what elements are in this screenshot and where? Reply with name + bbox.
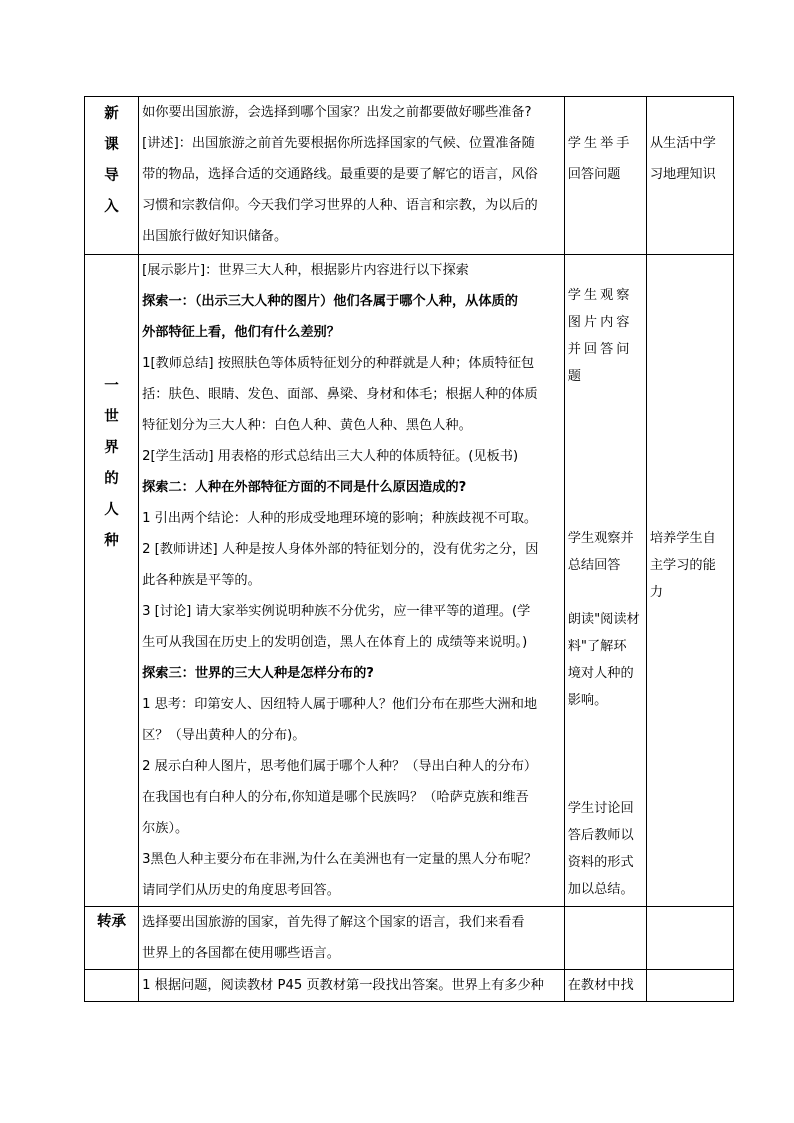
content-line: 此各种族是平等的。 — [142, 573, 261, 588]
content-line: 3 [讨论] 请大家举实例说明种族不分优劣，应一律平等的道理。(学 — [142, 604, 531, 619]
student-line — [565, 498, 646, 525]
student-line — [565, 579, 646, 606]
content-transition — [139, 907, 565, 970]
student-line: 在教材中找 — [567, 978, 634, 993]
row-label-transition — [85, 907, 139, 970]
content-line: 世界上的各国都在使用哪些语言。 — [142, 946, 340, 961]
content-race — [139, 255, 565, 907]
student-line — [565, 714, 646, 741]
student-line: 资料的形式 — [567, 855, 634, 870]
content-line: 特征划分为三大人种：白色人种、黄色人种、黑色人种。 — [142, 418, 472, 433]
student-activity-race — [564, 255, 646, 907]
label-char: 界 — [104, 440, 119, 456]
table-row-intro — [85, 97, 734, 255]
content-line: 在我国也有白种人的分布,你知道是哪个民族吗？（哈萨克族和维吾 — [142, 790, 529, 805]
purpose-race — [646, 255, 733, 907]
student-line: 学生举手 — [567, 136, 633, 151]
purpose-line: 力 — [649, 585, 664, 600]
purpose-transition — [646, 907, 733, 970]
content-line: 出国旅行做好知识储备。 — [142, 229, 288, 244]
label-char: 世 — [104, 409, 119, 425]
label-text: 转承 — [97, 914, 127, 930]
label-char: 新 — [104, 106, 119, 122]
label-char: 种 — [104, 533, 119, 549]
purpose-line — [647, 309, 733, 336]
student-line: 回答问题 — [567, 167, 621, 182]
purpose-line: 从生活中学 — [649, 136, 716, 151]
label-char: 人 — [104, 502, 119, 518]
purpose-line: 培养学生自 — [649, 531, 716, 546]
content-line: [展示影片]：世界三大人种，根据影片内容进行以下探索 — [142, 263, 469, 278]
student-activity-intro — [564, 97, 646, 255]
purpose-line: 主学习的能 — [649, 558, 716, 573]
content-language — [139, 970, 565, 1002]
table-row-race — [85, 255, 734, 907]
label-char: 导 — [104, 168, 119, 184]
purpose-line: 习地理知识 — [649, 167, 716, 182]
explore-heading: 探索三：世界的三大人种是怎样分布的? — [142, 666, 374, 681]
purpose-language — [646, 970, 733, 1002]
purpose-line — [647, 498, 733, 525]
explore-heading: 探索一：（出示三大人种的图片）他们各属于哪个人种，从体质的 — [142, 294, 518, 309]
student-line — [565, 255, 646, 282]
purpose-line — [647, 390, 733, 417]
student-line: 影响。 — [567, 693, 608, 708]
student-line — [565, 741, 646, 768]
student-line — [565, 471, 646, 498]
table-row-language — [85, 970, 734, 1002]
student-line — [565, 768, 646, 795]
student-line: 学生观察并 — [567, 531, 634, 546]
content-line: 区？（导出黄种人的分布)。 — [142, 728, 306, 743]
student-line: 加以总结。 — [567, 882, 634, 897]
content-line: 1 根据问题，阅读教材 P45 页教材第一段找出答案。世界上有多少种 — [142, 978, 544, 993]
content-line: 2[学生活动] 用表格的形式总结出三大人种的体质特征。(见板书) — [142, 449, 519, 464]
content-line: 选择要出国旅游的国家，首先得了解这个国家的语言，我们来看看 — [142, 915, 525, 930]
purpose-line — [647, 363, 733, 390]
label-char: 入 — [104, 199, 119, 215]
lesson-plan-table — [84, 96, 734, 1002]
content-line: 习惯和宗教信仰。今天我们学习世界的人种、语言和宗教，为以后的 — [142, 198, 538, 213]
row-label-language — [85, 970, 139, 1002]
purpose-line — [647, 282, 733, 309]
student-line — [565, 390, 646, 417]
student-line: 答后教师以 — [567, 828, 634, 843]
content-intro — [139, 97, 565, 255]
student-activity-language — [564, 970, 646, 1002]
content-line: 生可从我国在历史上的发明创造，黑人在体育上的 成绩等来说明。) — [142, 635, 528, 650]
content-line: 1 思考：印第安人、因纽特人属于哪种人？他们分布在那些大洲和地 — [142, 697, 538, 712]
student-line — [565, 417, 646, 444]
content-line: 2 [教师讲述] 人种是按人身体外部的特征划分的，没有优劣之分，因 — [142, 542, 539, 557]
purpose-line — [647, 255, 733, 282]
explore-heading: 探索二：人种在外部特征方面的不同是什么原因造成的? — [142, 480, 467, 495]
purpose-line — [647, 444, 733, 471]
content-line: 请同学们从历史的角度思考回答。 — [142, 883, 340, 898]
table-row-transition — [85, 907, 734, 970]
content-line: 尔族）。 — [142, 821, 189, 836]
purpose-line — [647, 471, 733, 498]
student-line: 并回答问 — [567, 342, 633, 357]
content-line: 1 引出两个结论：人种的形成受地理环境的影响；种族歧视不可取。 — [142, 511, 538, 526]
content-line: 带的物品，选择合适的交通路线。最重要的是要了解它的语言，风俗 — [142, 167, 538, 182]
content-line: [讲述]：出国旅游之前首先要根据你所选择国家的气候、位置准备随 — [142, 136, 535, 151]
student-activity-transition — [564, 907, 646, 970]
student-line: 学生讨论回 — [567, 801, 634, 816]
student-line: 朗读"阅读材 — [567, 612, 640, 627]
content-line: 3黑色人种主要分布在非洲,为什么在美洲也有一定量的黑人分布呢？ — [142, 852, 538, 867]
explore-heading: 外部特征上看，他们有什么差别？ — [142, 325, 340, 340]
content-line: 2 展示白种人图片，思考他们属于哪个人种？（导出白种人的分布） — [142, 759, 538, 774]
student-line: 总结回答 — [567, 558, 621, 573]
student-line: 境对人种的 — [567, 666, 634, 681]
student-line: 图片内容 — [567, 315, 633, 330]
label-char: 一 — [104, 378, 119, 394]
label-char: 课 — [104, 137, 119, 153]
content-line: 括：肤色、眼睛、发色、面部、鼻梁、身材和体毛；根据人种的体质 — [142, 387, 538, 402]
content-line: 1[教师总结] 按照肤色等体质特征划分的种群就是人种；体质特征包 — [142, 356, 535, 371]
row-label-race — [85, 255, 139, 907]
row-label-intro — [85, 97, 139, 255]
student-line: 料"了解环 — [567, 639, 627, 654]
purpose-line — [647, 336, 733, 363]
content-line: 如你要出国旅游，会选择到哪个国家？出发之前都要做好哪些准备? — [142, 105, 532, 120]
purpose-intro — [646, 97, 733, 255]
label-char: 的 — [104, 471, 119, 487]
student-line: 学生观察 — [567, 288, 633, 303]
student-line: 题 — [567, 369, 581, 384]
student-line — [565, 444, 646, 471]
purpose-line — [647, 417, 733, 444]
